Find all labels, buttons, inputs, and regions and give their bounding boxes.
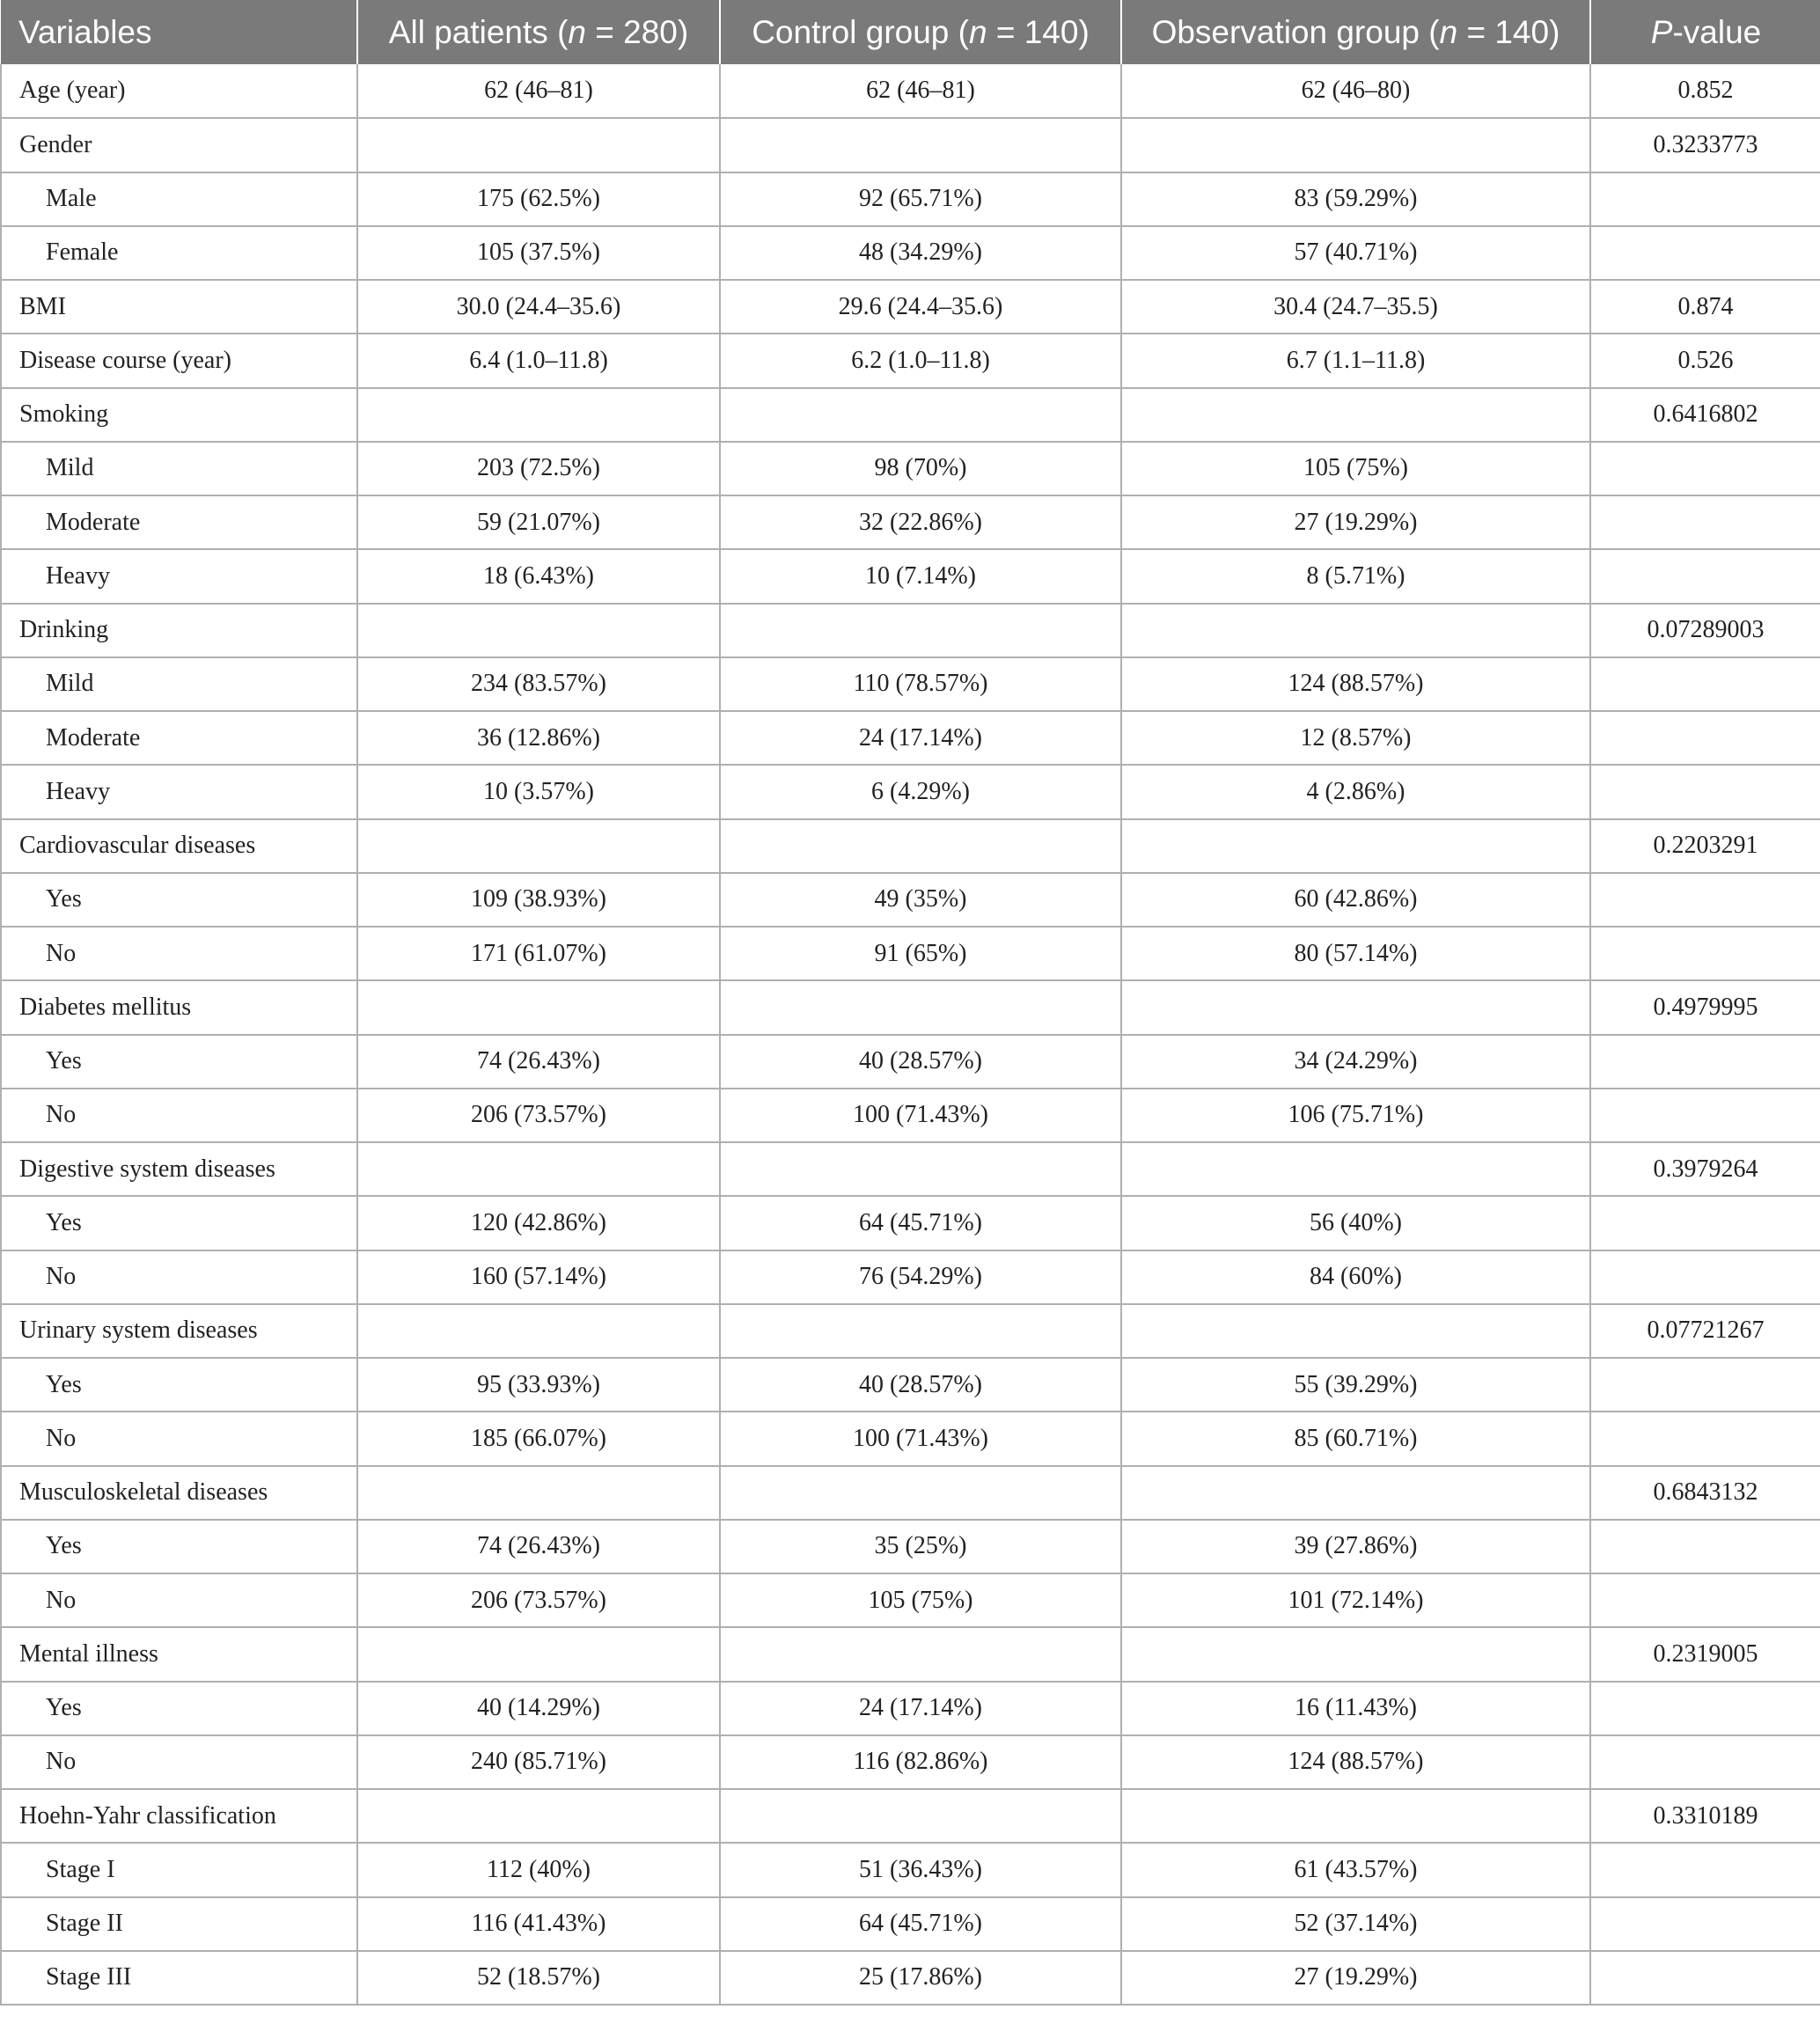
observation-group-cell [1121,1466,1590,1520]
control-group-cell: 64 (45.71%) [720,1196,1121,1250]
all-patients-cell [357,1304,720,1358]
subcategory-label: No [1,1089,357,1142]
p-value-cell: 0.874 [1590,280,1820,334]
variable-label: Diabetes mellitus [1,980,357,1034]
control-group-cell: 91 (65%) [720,927,1121,980]
p-value-cell: 0.3979264 [1590,1142,1820,1196]
p-value-cell [1590,1682,1820,1735]
observation-group-cell: 8 (5.71%) [1121,549,1590,603]
observation-group-cell: 16 (11.43%) [1121,1682,1590,1735]
table-header [1,0,1820,64]
p-value-cell: 0.2203291 [1590,819,1820,873]
p-value-cell [1590,495,1820,549]
p-value-cell [1590,549,1820,603]
p-value-cell: 0.6843132 [1590,1466,1820,1520]
control-group-cell: 100 (71.43%) [720,1412,1121,1465]
variable-label: Mental illness [1,1627,357,1681]
all-patients-cell: 171 (61.07%) [357,927,720,980]
observation-group-cell: 80 (57.14%) [1121,927,1590,980]
control-group-cell: 98 (70%) [720,442,1121,495]
p-value-cell: 0.852 [1590,64,1820,118]
all-patients-cell: 109 (38.93%) [357,873,720,927]
table-row [1,1573,1820,1627]
observation-group-cell [1121,980,1590,1034]
control-group-cell: 24 (17.14%) [720,1682,1121,1735]
all-patients-cell: 40 (14.29%) [357,1682,720,1735]
control-group-cell: 105 (75%) [720,1573,1121,1627]
all-patients-cell: 206 (73.57%) [357,1089,720,1142]
variable-label: Smoking [1,388,357,442]
variable-label: Disease course (year) [1,334,357,387]
p-value-cell [1590,1035,1820,1089]
p-value-cell [1590,1951,1820,2005]
table-row [1,388,1820,442]
p-value-cell [1590,1897,1820,1951]
p-value-cell: 0.07289003 [1590,604,1820,657]
table-row [1,1196,1820,1250]
p-value-cell [1590,765,1820,818]
table-row [1,1412,1820,1465]
table-row [1,334,1820,387]
all-patients-cell: 62 (46–81) [357,64,720,118]
control-group-cell: 76 (54.29%) [720,1250,1121,1304]
all-patients-cell: 6.4 (1.0–11.8) [357,334,720,387]
header-control-group: Control group (n = 140) [720,0,1121,64]
control-group-cell [720,118,1121,172]
p-value-cell: 0.4979995 [1590,980,1820,1034]
table-row [1,118,1820,172]
subcategory-label: Yes [1,1682,357,1735]
table-row [1,549,1820,603]
subcategory-label: Mild [1,657,357,711]
observation-group-cell: 34 (24.29%) [1121,1035,1590,1089]
control-group-cell: 110 (78.57%) [720,657,1121,711]
control-group-cell: 6.2 (1.0–11.8) [720,334,1121,387]
subcategory-label: Heavy [1,765,357,818]
variable-label: Hoehn-Yahr classification [1,1789,357,1843]
variable-label: Gender [1,118,357,172]
all-patients-cell: 59 (21.07%) [357,495,720,549]
all-patients-cell: 206 (73.57%) [357,1573,720,1627]
table-row [1,1466,1820,1520]
all-patients-cell: 52 (18.57%) [357,1951,720,2005]
p-value-cell [1590,226,1820,280]
all-patients-cell: 185 (66.07%) [357,1412,720,1465]
table-row [1,711,1820,765]
observation-group-cell: 62 (46–80) [1121,64,1590,118]
table-row [1,1304,1820,1358]
table-row [1,1843,1820,1896]
all-patients-cell: 36 (12.86%) [357,711,720,765]
p-value-cell [1590,1412,1820,1465]
control-group-cell [720,388,1121,442]
table-row [1,1682,1820,1735]
p-value-cell: 0.07721267 [1590,1304,1820,1358]
variable-label: Cardiovascular diseases [1,819,357,873]
table-row [1,172,1820,226]
variable-label: BMI [1,280,357,334]
control-group-cell [720,819,1121,873]
table-row [1,1735,1820,1789]
p-value-cell [1590,927,1820,980]
p-value-cell [1590,1520,1820,1573]
observation-group-cell [1121,819,1590,873]
observation-group-cell: 56 (40%) [1121,1196,1590,1250]
control-group-cell: 10 (7.14%) [720,549,1121,603]
subcategory-label: Yes [1,873,357,927]
p-value-cell: 0.3233773 [1590,118,1820,172]
table-row [1,280,1820,334]
observation-group-cell: 60 (42.86%) [1121,873,1590,927]
control-group-cell: 24 (17.14%) [720,711,1121,765]
observation-group-cell: 27 (19.29%) [1121,495,1590,549]
p-value-cell: 0.2319005 [1590,1627,1820,1681]
p-value-cell [1590,873,1820,927]
table-row [1,495,1820,549]
table-row [1,1089,1820,1142]
observation-group-cell: 106 (75.71%) [1121,1089,1590,1142]
all-patients-cell: 105 (37.5%) [357,226,720,280]
p-value-cell [1590,711,1820,765]
header-variables: Variables [1,0,357,64]
table-row [1,64,1820,118]
all-patients-cell: 112 (40%) [357,1843,720,1896]
control-group-cell: 64 (45.71%) [720,1897,1121,1951]
p-value-cell [1590,1573,1820,1627]
all-patients-cell: 175 (62.5%) [357,172,720,226]
subcategory-label: Heavy [1,549,357,603]
variable-label: Musculoskeletal diseases [1,1466,357,1520]
control-group-cell [720,1304,1121,1358]
subcategory-label: Moderate [1,495,357,549]
all-patients-cell [357,118,720,172]
control-group-cell: 48 (34.29%) [720,226,1121,280]
p-value-cell [1590,1089,1820,1142]
header-p-value: P-value [1650,13,1762,50]
observation-group-cell: 55 (39.29%) [1121,1358,1590,1412]
control-group-cell: 51 (36.43%) [720,1843,1121,1896]
p-value-cell [1590,1250,1820,1304]
table-row [1,927,1820,980]
observation-group-cell: 124 (88.57%) [1121,1735,1590,1789]
variable-label: Digestive system diseases [1,1142,357,1196]
observation-group-cell [1121,1627,1590,1681]
all-patients-cell: 18 (6.43%) [357,549,720,603]
observation-group-cell: 4 (2.86%) [1121,765,1590,818]
control-group-cell: 35 (25%) [720,1520,1121,1573]
subcategory-label: Mild [1,442,357,495]
table-row [1,819,1820,873]
all-patients-cell: 120 (42.86%) [357,1196,720,1250]
subcategory-label: Female [1,226,357,280]
subcategory-label: Stage I [1,1843,357,1896]
subcategory-label: No [1,1412,357,1465]
all-patients-cell: 240 (85.71%) [357,1735,720,1789]
control-group-cell: 40 (28.57%) [720,1035,1121,1089]
control-group-cell: 62 (46–81) [720,64,1121,118]
control-group-cell: 116 (82.86%) [720,1735,1121,1789]
observation-group-cell: 105 (75%) [1121,442,1590,495]
all-patients-cell [357,604,720,657]
control-group-cell [720,1142,1121,1196]
all-patients-cell: 74 (26.43%) [357,1520,720,1573]
p-value-cell: 0.3310189 [1590,1789,1820,1843]
all-patients-cell [357,819,720,873]
subcategory-label: No [1,1573,357,1627]
subcategory-label: Male [1,172,357,226]
subcategory-label: Moderate [1,711,357,765]
table-row [1,1250,1820,1304]
p-value-cell [1590,1358,1820,1412]
observation-group-cell [1121,388,1590,442]
variable-label: Drinking [1,604,357,657]
subcategory-label: Yes [1,1520,357,1573]
subcategory-label: Yes [1,1358,357,1412]
table-row [1,1951,1820,2005]
table-row [1,1627,1820,1681]
observation-group-cell: 124 (88.57%) [1121,657,1590,711]
observation-group-cell: 27 (19.29%) [1121,1951,1590,2005]
p-value-cell [1590,1843,1820,1896]
all-patients-cell [357,1789,720,1843]
all-patients-cell: 160 (57.14%) [357,1250,720,1304]
subcategory-label: Yes [1,1035,357,1089]
table-row [1,1142,1820,1196]
table-body [1,64,1820,2005]
table-row [1,226,1820,280]
subcategory-label: No [1,1250,357,1304]
control-group-cell [720,1627,1121,1681]
subcategory-label: No [1,1735,357,1789]
all-patients-cell: 116 (41.43%) [357,1897,720,1951]
table-row [1,1897,1820,1951]
all-patients-cell [357,1142,720,1196]
p-value-cell [1590,1196,1820,1250]
observation-group-cell: 39 (27.86%) [1121,1520,1590,1573]
observation-group-cell [1121,1789,1590,1843]
header-all-patients: All patients (n = 280) [357,0,720,64]
control-group-cell: 32 (22.86%) [720,495,1121,549]
control-group-cell: 100 (71.43%) [720,1089,1121,1142]
observation-group-cell: 85 (60.71%) [1121,1412,1590,1465]
control-group-cell [720,1789,1121,1843]
observation-group-cell: 57 (40.71%) [1121,226,1590,280]
all-patients-cell [357,1466,720,1520]
table-row [1,442,1820,495]
all-patients-cell: 234 (83.57%) [357,657,720,711]
control-group-cell [720,980,1121,1034]
all-patients-cell [357,1627,720,1681]
p-value-cell [1590,442,1820,495]
table-row [1,980,1820,1034]
p-value-cell [1590,172,1820,226]
control-group-cell [720,1466,1121,1520]
all-patients-cell: 74 (26.43%) [357,1035,720,1089]
all-patients-cell: 30.0 (24.4–35.6) [357,280,720,334]
all-patients-cell: 10 (3.57%) [357,765,720,818]
control-group-cell: 49 (35%) [720,873,1121,927]
observation-group-cell [1121,118,1590,172]
all-patients-cell [357,388,720,442]
table-row [1,1035,1820,1089]
observation-group-cell: 6.7 (1.1–11.8) [1121,334,1590,387]
table-row [1,765,1820,818]
table-row [1,1520,1820,1573]
table-row [1,873,1820,927]
p-value-cell [1590,1735,1820,1789]
table-row [1,657,1820,711]
control-group-cell: 40 (28.57%) [720,1358,1121,1412]
header-row [1,0,1820,64]
control-group-cell: 92 (65.71%) [720,172,1121,226]
p-value-cell [1590,657,1820,711]
all-patients-cell: 203 (72.5%) [357,442,720,495]
observation-group-cell: 84 (60%) [1121,1250,1590,1304]
observation-group-cell [1121,604,1590,657]
subcategory-label: Stage III [1,1951,357,2005]
control-group-cell: 25 (17.86%) [720,1951,1121,2005]
table-row [1,1358,1820,1412]
all-patients-cell [357,980,720,1034]
observation-group-cell: 12 (8.57%) [1121,711,1590,765]
table-row [1,604,1820,657]
observation-group-cell: 30.4 (24.7–35.5) [1121,280,1590,334]
control-group-cell: 6 (4.29%) [720,765,1121,818]
header-observation-group: Observation group (n = 140) [1121,0,1590,64]
p-value-cell: 0.6416802 [1590,388,1820,442]
control-group-cell [720,604,1121,657]
p-value-cell: 0.526 [1590,334,1820,387]
observation-group-cell: 83 (59.29%) [1121,172,1590,226]
variable-label: Urinary system diseases [1,1304,357,1358]
observation-group-cell: 61 (43.57%) [1121,1843,1590,1896]
subcategory-label: No [1,927,357,980]
observation-group-cell [1121,1304,1590,1358]
observation-group-cell: 52 (37.14%) [1121,1897,1590,1951]
all-patients-cell: 95 (33.93%) [357,1358,720,1412]
subcategory-label: Yes [1,1196,357,1250]
observation-group-cell [1121,1142,1590,1196]
observation-group-cell: 101 (72.14%) [1121,1573,1590,1627]
variable-label: Age (year) [1,64,357,118]
subcategory-label: Stage II [1,1897,357,1951]
control-group-cell: 29.6 (24.4–35.6) [720,280,1121,334]
table-row [1,1789,1820,1843]
